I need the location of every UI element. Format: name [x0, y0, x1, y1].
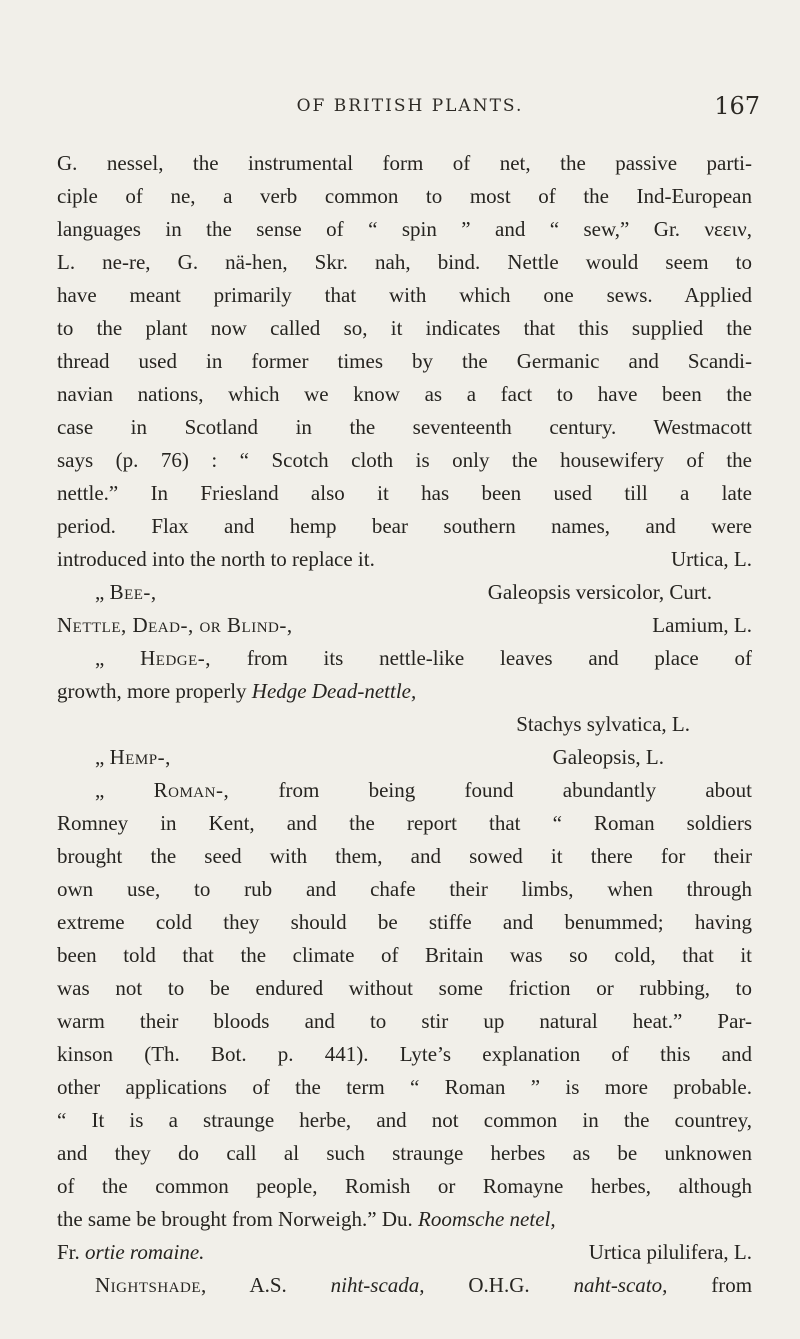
italic-name: Roomsche netel, [418, 1207, 556, 1231]
text-line: says (p. 76) : “ Scotch cloth is only the housewifery of the [57, 448, 752, 472]
text-line: other applications of the term “ Roman ” is more probable. [57, 1075, 752, 1099]
entry-line [57, 1269, 752, 1302]
text-line [57, 1203, 752, 1236]
entry-name: Bee-, [109, 580, 157, 604]
text-line: nettle.” In Friesland also it has been used till a late [57, 481, 752, 505]
text-line: brought the seed with them, and sowed it there for their [57, 844, 752, 868]
text-line: was not to be endured without some friction or rubbing, to [57, 976, 752, 1000]
text-line: G. nessel, the instrumental form of net, the passive parti- [57, 151, 752, 175]
text-line: Romney in Kent, and the report that “ Roman soldiers [57, 811, 752, 835]
page-number: 167 [714, 92, 760, 120]
botanical-name: Galeopsis versicolor, Curt. [487, 580, 712, 604]
entry-name: Nightshade, [95, 1273, 207, 1297]
line-text: A.S. [249, 1273, 287, 1297]
entry-name: Roman-, [153, 778, 230, 802]
italic-name: niht-scada, [330, 1273, 425, 1297]
text-line [57, 708, 752, 741]
botanical-name: Stachys sylvatica, L. [516, 712, 690, 736]
text-line [57, 675, 752, 708]
text-line: extreme cold they should be stiffe and benummed; having [57, 910, 752, 934]
ditto-mark: „ [95, 745, 105, 769]
text-line: L. ne-re, G. nä-hen, Skr. nah, bind. Nettle would seem to [57, 250, 752, 274]
italic-name: naht-scato, [573, 1273, 668, 1297]
ditto-mark: „ [95, 580, 105, 604]
botanical-name: Galeopsis, L. [552, 745, 664, 769]
entry-line [57, 609, 752, 642]
entry-line [57, 774, 752, 807]
text-line: of the common people, Romish or Romayne herbes, although [57, 1174, 752, 1198]
running-head [60, 92, 760, 126]
entry-name: Hedge-, [140, 646, 212, 670]
line-text: from [711, 1273, 753, 1297]
ditto-mark: „ [95, 778, 105, 802]
botanical-name: Urtica pilulifera, L. [588, 1240, 752, 1264]
text-line: “ It is a straunge herbe, and not common in the countrey, [57, 1108, 752, 1132]
text-line: kinson (Th. Bot. p. 441). Lyte’s explanation of this and [57, 1042, 752, 1066]
entry-name: Hemp-, [109, 745, 171, 769]
text-line [57, 543, 752, 576]
text-line: ciple of ne, a verb common to most of the Ind-European [57, 184, 752, 208]
line-text: Fr. [57, 1240, 80, 1264]
line-text: growth, more properly [57, 679, 247, 703]
text-line: have meant primarily that with which one sews. Applied [57, 283, 752, 307]
line-text: the same be brought from Norweigh.” Du. [57, 1207, 413, 1231]
text-line [57, 1236, 752, 1269]
text-line: languages in the sense of “ spin ” and “ sew,” Gr. νεειν, [57, 217, 752, 241]
line-text: O.H.G. [468, 1273, 530, 1297]
entry-line [57, 642, 752, 675]
text-line: period. Flax and hemp bear southern names, and were [57, 514, 752, 538]
botanical-name: Urtica, L. [670, 547, 752, 571]
text-line: case in Scotland in the seventeenth century. Westmacott [57, 415, 752, 439]
body-text [57, 147, 752, 1302]
italic-name: ortie romaine. [85, 1240, 205, 1264]
line-text: introduced into the north to replace it. [57, 547, 375, 571]
text-line: to the plant now called so, it indicates that this supplied the [57, 316, 752, 340]
text-line: been told that the climate of Britain was so cold, that it [57, 943, 752, 967]
entry-line [57, 741, 752, 774]
ditto-mark: „ [95, 646, 105, 670]
text-line: and they do call al such straunge herbes as be unknowen [57, 1141, 752, 1165]
running-title: OF BRITISH PLANTS. [296, 96, 524, 116]
text-line: warm their bloods and to stir up natural heat.” Par- [57, 1009, 752, 1033]
text-line: thread used in former times by the Germanic and Scandi- [57, 349, 752, 373]
line-text: from its nettle-like leaves and place of [246, 646, 753, 670]
text-line: own use, to rub and chafe their limbs, when through [57, 877, 752, 901]
italic-name: Hedge Dead-nettle, [251, 679, 417, 703]
entry-line [57, 576, 752, 609]
botanical-name: Lamium, L. [652, 613, 752, 637]
line-text: from being found abundantly about [278, 778, 753, 802]
text-line: navian nations, which we know as a fact to have been the [57, 382, 752, 406]
entry-name: Nettle, Dead-, or Blind-, [57, 613, 293, 637]
